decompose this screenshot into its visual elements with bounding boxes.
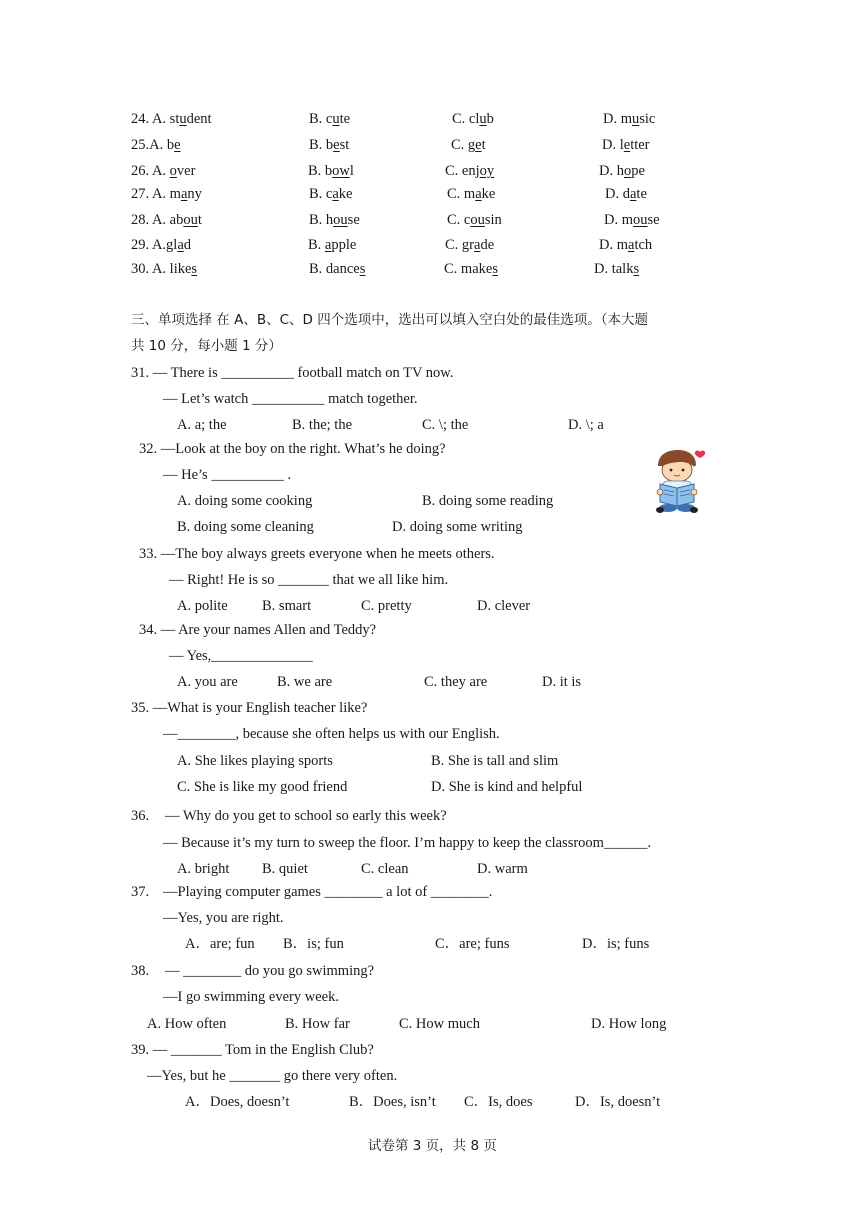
phonetic-25-number: 25.A. — [131, 137, 167, 153]
underlined-letters: ou — [633, 212, 648, 228]
q31-option-a[interactable]: A. a; the — [177, 417, 227, 433]
q36-option-b[interactable]: B. quiet — [262, 861, 308, 877]
underlined-letters: u — [332, 111, 340, 127]
q35-option-d[interactable]: D. She is kind and helpful — [431, 779, 583, 795]
q34-option-a[interactable]: A. you are — [177, 674, 238, 690]
q39-option-a[interactable]: A．Does, doesn’t — [185, 1094, 290, 1110]
phonetic-27-option-a[interactable] — [131, 185, 202, 203]
word-part: l — [349, 163, 354, 179]
word-part: D. talk — [594, 261, 634, 277]
q33-option-c[interactable]: C. pretty — [361, 598, 412, 614]
underlined-letters: oy — [479, 163, 495, 179]
phonetic-29-number: 29. A. — [131, 237, 167, 253]
underlined-letters: a — [177, 237, 184, 253]
underlined-letters: u — [179, 111, 187, 127]
phonetic-24-number: 24. A. — [131, 111, 170, 127]
word-part: t — [481, 137, 486, 153]
word-part: B. c — [309, 111, 333, 127]
q31-option-c[interactable]: C. \; the — [422, 417, 469, 433]
word-part: ver — [176, 163, 196, 179]
word-part: dent — [186, 111, 212, 127]
word-part: C. cl — [452, 111, 480, 127]
q38-line1: — ________ do you go swimming? — [165, 963, 375, 979]
word-part: ab — [169, 212, 184, 228]
phonetic-25-option-d[interactable] — [602, 136, 650, 154]
underlined-letters: ow — [332, 163, 350, 179]
word-part: B. c — [309, 186, 333, 202]
underlined-letters: e — [333, 137, 340, 153]
q36-number: 36. — [131, 808, 150, 824]
q31-line2: — Let’s watch __________ match together. — [163, 391, 418, 407]
underlined-letters: ou — [333, 212, 348, 228]
word-part: B. dance — [309, 261, 360, 277]
underlined-letters: a — [324, 237, 332, 253]
phonetic-28-number: 28. A. — [131, 212, 170, 228]
underlined-letters: e — [623, 137, 631, 153]
phonetic-29-option-d[interactable] — [599, 236, 652, 254]
q38-line2: —I go swimming every week. — [163, 989, 339, 1005]
q38-option-a[interactable]: A. How often — [147, 1016, 227, 1032]
phonetic-28-option-c[interactable] — [447, 211, 502, 229]
word-part: de — [480, 237, 495, 253]
underlined-letters: a — [474, 237, 481, 253]
phonetic-30-option-d[interactable] — [594, 260, 639, 278]
q32-line2: — He’s __________ . — [163, 467, 292, 483]
underlined-letters: ou — [183, 212, 198, 228]
word-part: sin — [484, 212, 502, 228]
word-part: C. gr — [445, 237, 474, 253]
q35-line1: 35. —What is your English teacher like? — [131, 700, 368, 716]
underlined-letters: o — [623, 163, 632, 179]
underlined-letters: a — [628, 237, 635, 253]
underlined-letters: a — [629, 186, 637, 202]
phonetic-30-option-b[interactable] — [309, 260, 365, 278]
underlined-letters: ou — [470, 212, 485, 228]
q36-line1: — Why do you get to school so early this week? — [165, 808, 447, 824]
underlined-letters: s — [633, 261, 640, 277]
word-part: gl — [166, 237, 178, 253]
q39-option-b[interactable]: B．Does, isn’t — [349, 1094, 436, 1110]
phonetic-24-option-c[interactable] — [452, 110, 494, 128]
q33-option-b[interactable]: B. smart — [262, 598, 312, 614]
phonetic-26-option-a[interactable] — [131, 162, 195, 180]
phonetic-27-option-d[interactable] — [605, 185, 647, 203]
phonetic-28-option-d[interactable] — [604, 211, 660, 229]
word-part: B. h — [309, 212, 334, 228]
phonetic-26-number: 26. A. — [131, 163, 170, 179]
underlined-letters: e — [475, 137, 482, 153]
q33-line2: — Right! He is so _______ that we all like him. — [169, 572, 449, 588]
phonetic-28-option-b[interactable] — [309, 211, 360, 229]
q34-option-b[interactable]: B. we are — [277, 674, 333, 690]
q38-option-c[interactable]: C. How much — [399, 1016, 480, 1032]
phonetic-25-option-a[interactable] — [131, 136, 181, 154]
word-part: te — [636, 186, 647, 202]
phonetic-27-option-b[interactable] — [309, 185, 352, 203]
word-part: sic — [639, 111, 656, 127]
word-part: pe — [631, 163, 645, 179]
phonetic-25-option-c[interactable] — [451, 136, 486, 154]
q36-option-c[interactable]: C. clean — [361, 861, 409, 877]
word-part: C. make — [444, 261, 493, 277]
word-part: D. d — [605, 186, 630, 202]
q31-option-b[interactable]: B. the; the — [292, 417, 353, 433]
q34-option-d[interactable]: D. it is — [542, 674, 582, 690]
phonetic-24-option-b[interactable] — [309, 110, 350, 128]
phonetic-24-option-a[interactable] — [131, 110, 212, 128]
word-part: st — [169, 111, 180, 127]
q38-option-d[interactable]: D. How long — [591, 1016, 667, 1032]
phonetic-27-option-c[interactable] — [447, 185, 495, 203]
phonetic-27-number: 27. A. — [131, 186, 170, 202]
underlined-letters: s — [191, 261, 198, 277]
q35-option-b[interactable]: B. She is tall and slim — [431, 753, 559, 769]
q38-number: 38. — [131, 963, 150, 979]
word-part: t — [197, 212, 202, 228]
underlined-letters: s — [492, 261, 498, 277]
phonetic-30-number: 30. A. — [131, 261, 170, 277]
phonetic-29-option-b[interactable] — [308, 236, 356, 254]
underlined-letters: u — [632, 111, 640, 127]
word-part: like — [169, 261, 192, 277]
word-part: C. enj — [445, 163, 480, 179]
word-part: te — [339, 111, 351, 127]
q37-line2: —Yes, you are right. — [163, 910, 284, 926]
q35-option-a[interactable]: A. She likes playing sports — [177, 753, 333, 769]
underlined-letters: a — [332, 186, 339, 202]
q31-line1: 31. — There is __________ football match on TV now. — [131, 365, 454, 381]
underlined-letters: e — [174, 137, 181, 153]
q39-line1: 39. — _______ Tom in the English Club? — [131, 1042, 374, 1058]
underlined-letters: a — [475, 186, 482, 202]
q34-line2: — Yes,______________ — [169, 648, 313, 664]
underlined-letters: u — [479, 111, 487, 127]
word-part: B. b — [309, 137, 334, 153]
word-part: D. h — [599, 163, 624, 179]
section3-header-line1: 三、单项选择 在 A、B、C、D 四个选项中，选出可以填入空白处的最佳选项。（本大题 — [131, 312, 648, 328]
word-part: D. l — [602, 137, 624, 153]
q36-option-d[interactable]: D. warm — [477, 861, 528, 877]
q37-line1: —Playing computer games ________ a lot of ________. — [163, 884, 493, 900]
q31-option-d[interactable]: D. \; a — [568, 417, 604, 433]
phonetic-24-option-d[interactable] — [603, 110, 655, 128]
q33-option-d[interactable]: D. clever — [477, 598, 531, 614]
q33-option-a[interactable]: A. polite — [177, 598, 228, 614]
word-part: se — [647, 212, 660, 228]
underlined-letters: o — [169, 163, 177, 179]
word-part: ny — [187, 186, 202, 202]
q34-option-c[interactable]: C. they are — [424, 674, 488, 690]
word-part: B. — [308, 237, 325, 253]
word-part: D. m — [604, 212, 633, 228]
phonetic-28-option-a[interactable] — [131, 211, 202, 229]
word-part: C. g — [451, 137, 476, 153]
q38-option-b[interactable]: B. How far — [285, 1016, 350, 1032]
word-part: B. b — [308, 163, 333, 179]
q32-option-c[interactable]: B. doing some cleaning — [177, 519, 314, 535]
word-part: tch — [634, 237, 653, 253]
word-part: ke — [481, 186, 496, 202]
q39-option-c[interactable]: C．Is, does — [464, 1094, 533, 1110]
page-footer: 试卷第 3 页，共 8 页 — [368, 1138, 497, 1154]
word-part: pple — [331, 237, 357, 253]
word-part: d — [183, 237, 192, 253]
word-part: st — [339, 137, 350, 153]
phonetic-25-option-b[interactable] — [309, 136, 349, 154]
word-part: b — [166, 137, 175, 153]
word-part: C. c — [447, 212, 471, 228]
word-part: ke — [338, 186, 353, 202]
q37-option-c[interactable]: C．are; funs — [435, 936, 510, 952]
q37-option-a[interactable]: A．are; fun — [185, 936, 255, 952]
q32-option-b[interactable]: B. doing some reading — [422, 493, 554, 509]
q32-option-a[interactable]: A. doing some cooking — [177, 493, 313, 509]
phonetic-29-option-a[interactable] — [131, 236, 191, 254]
q37-option-d[interactable]: D．is; funs — [582, 936, 650, 952]
word-part: D. m — [599, 237, 628, 253]
underlined-letters: s — [359, 261, 366, 277]
q37-number: 37. — [131, 884, 150, 900]
q36-line2: — Because it’s my turn to sweep the floor. I’m happy to keep the classroom______. — [163, 835, 652, 851]
word-part: D. m — [603, 111, 632, 127]
phonetic-30-option-a[interactable] — [131, 260, 197, 278]
q32-line1: 32. —Look at the boy on the right. What’s he doing? — [139, 441, 446, 457]
section3-header-line2: 共 10 分，每小题 1 分） — [131, 338, 282, 354]
phonetic-26-option-b[interactable] — [308, 162, 354, 180]
boy-reading-illustration — [648, 446, 710, 518]
phonetic-29-option-c[interactable] — [445, 236, 494, 254]
phonetic-26-option-c[interactable] — [445, 162, 494, 180]
q36-option-a[interactable]: A. bright — [177, 861, 230, 877]
word-part: m — [169, 186, 181, 202]
q39-option-d[interactable]: D．Is, doesn’t — [575, 1094, 661, 1110]
q34-line1: 34. — Are your names Allen and Teddy? — [139, 622, 377, 638]
word-part: tter — [630, 137, 650, 153]
word-part: b — [486, 111, 494, 127]
q35-line2: —________, because she often helps us with our English. — [163, 726, 500, 742]
word-part: se — [347, 212, 360, 228]
phonetic-26-option-d[interactable] — [599, 162, 645, 180]
phonetic-30-option-c[interactable] — [444, 260, 498, 278]
q32-option-d[interactable]: D. doing some writing — [392, 519, 523, 535]
q37-option-b[interactable]: B．is; fun — [283, 936, 344, 952]
q35-option-c[interactable]: C. She is like my good friend — [177, 779, 348, 795]
underlined-letters: a — [180, 186, 188, 202]
q33-line1: 33. —The boy always greets everyone when he meets others. — [139, 546, 495, 562]
word-part: C. m — [447, 186, 476, 202]
q39-line2: —Yes, but he _______ go there very often. — [147, 1068, 398, 1084]
